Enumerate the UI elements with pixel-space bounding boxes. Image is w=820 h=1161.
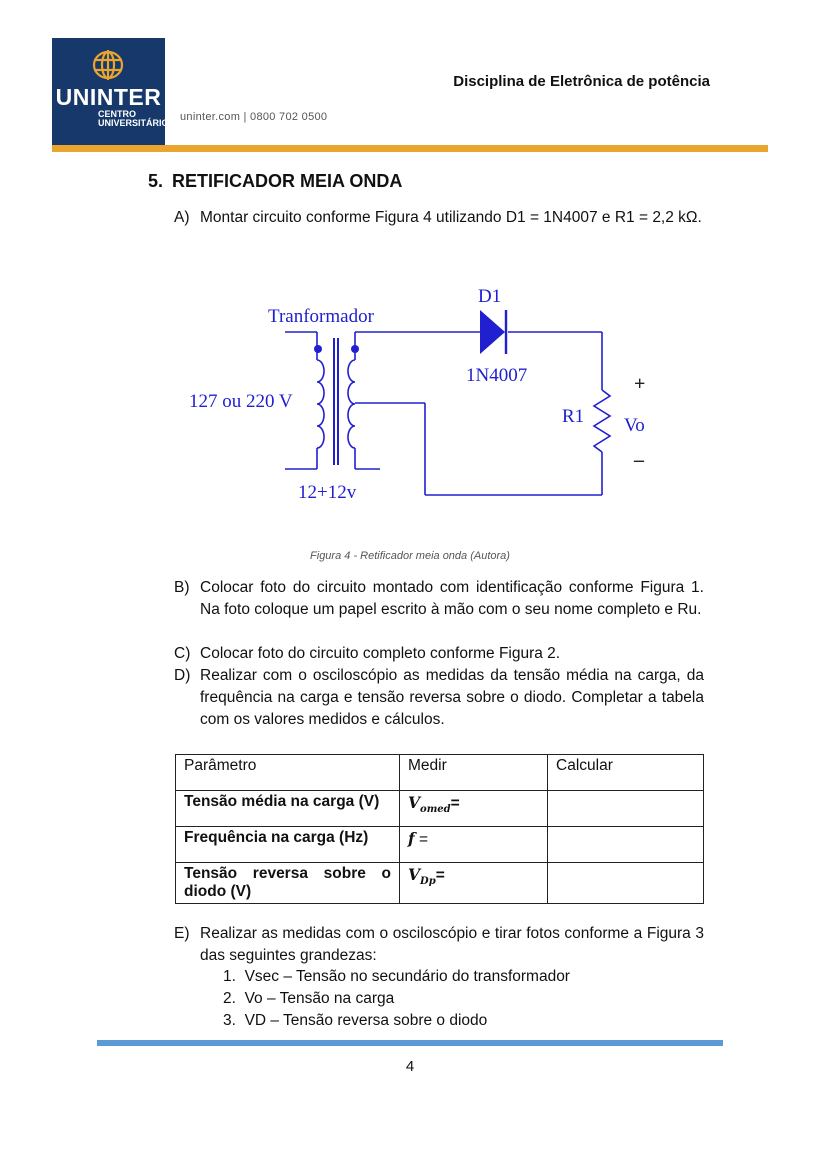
measure-suffix: = xyxy=(450,795,460,812)
measure-cell xyxy=(400,827,548,863)
item-c xyxy=(174,643,704,665)
table-row xyxy=(176,827,704,863)
table-row xyxy=(176,863,704,904)
item-text: Colocar foto do circuito montado com identificação conforme Figura 1. Na foto coloque um papel escrito à mão com o seu nome completo e Ru. xyxy=(200,579,704,618)
measure-suffix: = xyxy=(414,831,429,848)
half-wave-rectifier-diagram xyxy=(180,280,660,510)
footer-divider xyxy=(97,1040,723,1046)
secondary-voltage-label: 12+12v xyxy=(298,482,357,503)
item-text: Realizar com o osciloscópio as medidas da tensão média na carga, da frequência na carga e tensão reversa sobre o diodo. Completar a tabela com os valores medidos e cálculos. xyxy=(200,667,704,728)
param-cell: Frequência na carga (Hz) xyxy=(176,827,400,863)
logo-subtitle-1: CENTRO xyxy=(98,109,136,119)
item-text: Realizar as medidas com o osciloscópio e tirar fotos conforme a Figura 3 das seguintes grandezas: xyxy=(200,925,704,964)
item-text: Colocar foto do circuito completo conforme Figura 2. xyxy=(200,645,561,662)
figure-caption: Figura 4 - Retificador meia onda (Autora) xyxy=(310,550,510,562)
logo-subtitle-2: UNIVERSITÁRIO xyxy=(98,118,169,128)
list-text: VD – Tensão reversa sobre o diodo xyxy=(244,1012,488,1029)
input-voltage-label: 127 ou 220 V xyxy=(189,391,293,412)
item-label: B) xyxy=(174,579,190,596)
header-divider xyxy=(52,145,768,152)
section-heading xyxy=(148,171,402,192)
primary-polarity-dot xyxy=(314,345,322,353)
list-item xyxy=(223,1010,570,1032)
measure-symbol: f xyxy=(408,829,415,848)
secondary-polarity-dot xyxy=(351,345,359,353)
calc-cell[interactable] xyxy=(548,827,704,863)
measure-symbol: V xyxy=(408,865,421,884)
uninter-logo xyxy=(52,38,169,146)
minus-sign: – xyxy=(634,449,644,471)
item-e xyxy=(174,923,704,967)
diode-label: D1 xyxy=(478,286,502,307)
list-number: 3. xyxy=(223,1012,236,1029)
measure-cell xyxy=(400,791,548,827)
plus-sign: + xyxy=(634,373,646,395)
section-number: 5. xyxy=(148,171,164,191)
list-item xyxy=(223,988,570,1010)
list-text: Vsec – Tensão no secundário do transformador xyxy=(244,968,570,985)
item-label: A) xyxy=(174,209,190,226)
measure-symbol: V xyxy=(408,793,421,812)
numbered-list xyxy=(223,966,570,1032)
table-header: Medir xyxy=(400,755,548,791)
globe-icon xyxy=(90,48,126,82)
list-item xyxy=(223,966,570,988)
list-text: Vo – Tensão na carga xyxy=(244,990,395,1007)
measure-cell xyxy=(400,863,548,904)
diode-part-label: 1N4007 xyxy=(466,365,528,386)
output-voltage-label: Vo xyxy=(624,415,645,436)
contact-info: uninter.com | 0800 702 0500 xyxy=(180,111,328,123)
resistor-label: R1 xyxy=(562,406,585,427)
param-cell: Tensão reversa sobre o diodo (V) xyxy=(176,863,400,904)
table-header: Calcular xyxy=(548,755,704,791)
calc-cell[interactable] xyxy=(548,791,704,827)
item-label: C) xyxy=(174,645,191,662)
item-label: E) xyxy=(174,925,190,942)
table-header: Parâmetro xyxy=(176,755,400,791)
calc-cell[interactable] xyxy=(548,863,704,904)
measurements-table xyxy=(175,754,704,904)
measure-suffix: = xyxy=(435,867,445,884)
transformer-label: Tranformador xyxy=(268,306,374,327)
logo-brand: UNINTER xyxy=(55,84,162,110)
measure-subscript: omed xyxy=(420,804,451,816)
section-title: RETIFICADOR MEIA ONDA xyxy=(172,171,403,191)
item-label: D) xyxy=(174,667,191,684)
param-cell: Tensão média na carga (V) xyxy=(176,791,400,827)
list-number: 1. xyxy=(223,968,236,985)
course-title: Disciplina de Eletrônica de potência xyxy=(453,73,710,90)
table-header-row xyxy=(176,755,704,791)
diode-symbol xyxy=(480,310,506,354)
item-b xyxy=(174,577,704,621)
list-number: 2. xyxy=(223,990,236,1007)
page-number: 4 xyxy=(405,1058,415,1075)
item-a xyxy=(174,207,704,229)
item-text: Montar circuito conforme Figura 4 utilizando D1 = 1N4007 e R1 = 2,2 kΩ. xyxy=(200,209,702,226)
measure-subscript: Dp xyxy=(420,876,436,888)
table-row xyxy=(176,791,704,827)
item-d xyxy=(174,665,704,731)
